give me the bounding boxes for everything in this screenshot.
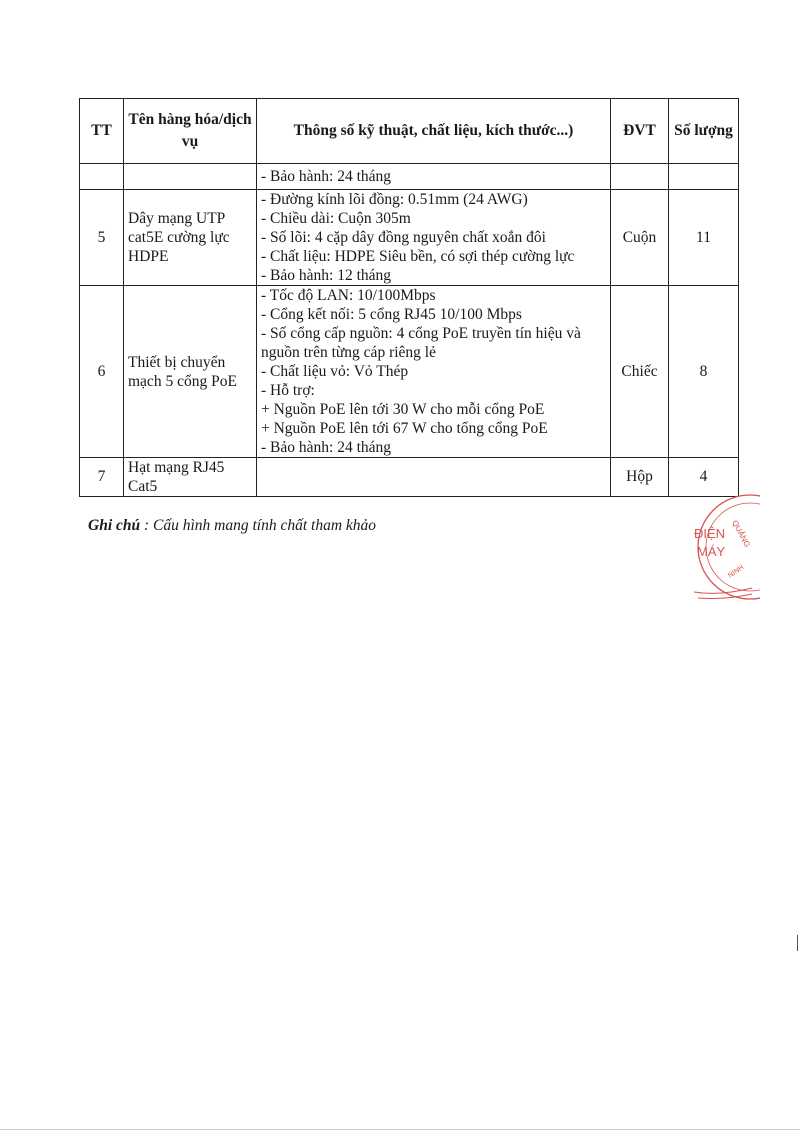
spec-line: - Bảo hành: 12 tháng <box>261 267 392 284</box>
spec-line: - Chất liệu: HDPE Siêu bền, có sợi thép cường lực <box>261 248 575 265</box>
spec-line: + Nguồn PoE lên tới 67 W cho tổng cổng PoE <box>261 420 548 437</box>
header-spec: Thông số kỹ thuật, chất liệu, kích thước...) <box>257 99 611 164</box>
cell-tt: 7 <box>80 458 124 497</box>
cell-qty <box>669 164 739 190</box>
spec-line: - Cổng kết nối: 5 cổng RJ45 10/100 Mbps <box>261 306 522 323</box>
seal-graphic <box>690 492 760 604</box>
spec-line: - Đường kính lõi đồng: 0.51mm (24 AWG) <box>261 191 528 208</box>
cell-name <box>124 164 257 190</box>
svg-text:QUẢNG: QUẢNG <box>730 518 752 549</box>
spec-line: - Chiều dài: Cuộn 305m <box>261 210 411 227</box>
company-seal <box>690 492 760 604</box>
cell-qty: 8 <box>669 286 739 458</box>
cell-tt: 5 <box>80 190 124 286</box>
svg-text:NINH: NINH <box>727 564 746 580</box>
cell-unit <box>611 164 669 190</box>
spec-line: - Chất liệu vỏ: Vỏ Thép <box>261 363 409 380</box>
cell-unit: Chiếc <box>611 286 669 458</box>
table-row <box>80 190 739 286</box>
spec-line: - Số lõi: 4 cặp dây đồng nguyên chất xoắn đôi <box>261 229 546 246</box>
cell-tt <box>80 164 124 190</box>
spec-table <box>79 98 739 497</box>
cell-tt: 6 <box>80 286 124 458</box>
table-row <box>80 286 739 458</box>
spec-line: nguồn trên từng cáp riêng lẻ <box>261 344 436 361</box>
table-row <box>80 458 739 497</box>
table-row <box>80 164 739 190</box>
margin-mark <box>797 935 798 951</box>
spec-line: - Hỗ trợ: <box>261 382 315 399</box>
header-name: Tên hàng hóa/dịch vụ <box>124 99 257 164</box>
cell-spec <box>257 458 611 497</box>
cell-unit: Cuộn <box>611 190 669 286</box>
cell-spec <box>257 164 611 190</box>
header-qty: Số lượng <box>669 99 739 164</box>
note <box>88 517 376 535</box>
note-text: : Cấu hình mang tính chất tham khảo <box>140 517 377 534</box>
spec-line: + Nguồn PoE lên tới 30 W cho mỗi cổng PoE <box>261 401 545 418</box>
header-unit: ĐVT <box>611 99 669 164</box>
svg-text:ĐIỆN: ĐIỆN <box>694 526 726 541</box>
page-bottom-edge <box>0 1129 800 1130</box>
note-label: Ghi chú <box>88 517 141 534</box>
header-tt: TT <box>80 99 124 164</box>
cell-name: Thiết bị chuyển mạch 5 cổng PoE <box>124 286 257 458</box>
spec-line: - Bảo hành: 24 tháng <box>261 439 392 456</box>
cell-spec <box>257 286 611 458</box>
cell-name: Dây mạng UTP cat5E cường lực HDPE <box>124 190 257 286</box>
table-header-row <box>80 99 739 164</box>
cell-qty: 11 <box>669 190 739 286</box>
cell-name: Hạt mạng RJ45 Cat5 <box>124 458 257 497</box>
cell-spec <box>257 190 611 286</box>
cell-qty: 4 <box>669 458 739 497</box>
spec-line: - Số cổng cấp nguồn: 4 cổng PoE truyền tín hiệu và <box>261 325 581 342</box>
svg-text:MÁY: MÁY <box>697 544 726 559</box>
spec-line: - Bảo hành: 24 tháng <box>261 168 392 185</box>
cell-unit: Hộp <box>611 458 669 497</box>
spec-line: - Tốc độ LAN: 10/100Mbps <box>261 287 436 304</box>
